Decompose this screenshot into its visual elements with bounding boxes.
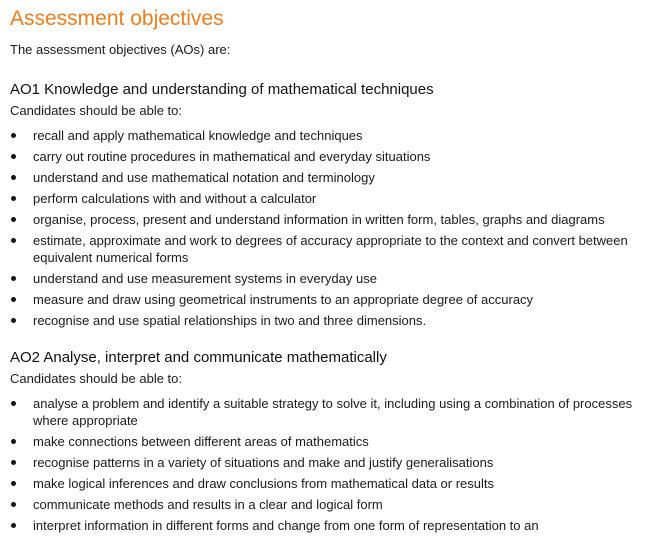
list-item [10, 496, 639, 513]
list-item-text: understand and use mathematical notation and terminology [33, 170, 375, 185]
list-item [10, 517, 639, 534]
bullet-icon [11, 217, 16, 222]
list-item [10, 475, 639, 492]
section-heading: AO1 Knowledge and understanding of mathematical techniques [10, 81, 434, 98]
list-item [10, 190, 639, 207]
list-item [10, 433, 639, 450]
list-item-text: make logical inferences and draw conclusions from mathematical data or results [33, 476, 494, 491]
list-item-text: make connections between different areas of mathematics [33, 434, 369, 449]
list-item-text: measure and draw using geometrical instruments to an appropriate degree of accuracy [33, 292, 534, 307]
bullet-icon [11, 276, 16, 281]
section-heading: AO2 Analyse, interpret and communicate mathematically [10, 349, 387, 366]
list-item-text: recognise and use spatial relationships in two and three dimensions. [33, 313, 427, 328]
list-item [10, 169, 639, 186]
list-item [10, 211, 639, 228]
section-ao2 [10, 348, 639, 534]
list-item [10, 312, 639, 329]
bullet-icon [11, 460, 16, 465]
section-lead: Candidates should be able to: [10, 371, 183, 386]
bullet-icon [11, 439, 16, 444]
list-item-text: interpret information in different forms and change from one form of representation to an [33, 518, 539, 533]
list-item [10, 148, 639, 165]
list-item [10, 270, 639, 287]
bullet-icon [11, 318, 16, 323]
list-item [10, 127, 639, 144]
list-item [10, 454, 639, 471]
list-item-text: understand and use measurement systems in everyday use [33, 271, 377, 286]
bullet-icon [11, 523, 16, 528]
list-item [10, 395, 639, 429]
bullet-icon [11, 297, 16, 302]
bullet-list [10, 395, 639, 534]
bullet-icon [11, 175, 16, 180]
bullet-icon [11, 154, 16, 159]
bullet-icon [11, 481, 16, 486]
intro-text: The assessment objectives (AOs) are: [10, 42, 231, 57]
list-item-text: estimate, approximate and work to degrees of accuracy appropriate to the context and convert between equivalent numerical forms [33, 233, 628, 265]
list-item-text: recall and apply mathematical knowledge and techniques [33, 128, 363, 143]
bullet-icon [11, 238, 16, 243]
page-title: Assessment objectives [10, 7, 224, 30]
list-item-text: organise, process, present and understand information in written form, tables, graphs and diagrams [33, 212, 605, 227]
list-item [10, 291, 639, 308]
bullet-list [10, 127, 639, 329]
section-lead: Candidates should be able to: [10, 103, 183, 118]
list-item-text: communicate methods and results in a clear and logical form [33, 497, 383, 512]
list-item-text: carry out routine procedures in mathematical and everyday situations [33, 149, 431, 164]
bullet-icon [11, 401, 16, 406]
bullet-icon [11, 196, 16, 201]
list-item-text: recognise patterns in a variety of situations and make and justify generalisations [33, 455, 494, 470]
list-item-text: perform calculations with and without a calculator [33, 191, 317, 206]
bullet-icon [11, 133, 16, 138]
bullet-icon [11, 502, 16, 507]
section-ao1 [10, 80, 639, 329]
list-item-text: analyse a problem and identify a suitable strategy to solve it, including using a combination of processes where appropriate [33, 396, 633, 428]
list-item [10, 232, 639, 266]
